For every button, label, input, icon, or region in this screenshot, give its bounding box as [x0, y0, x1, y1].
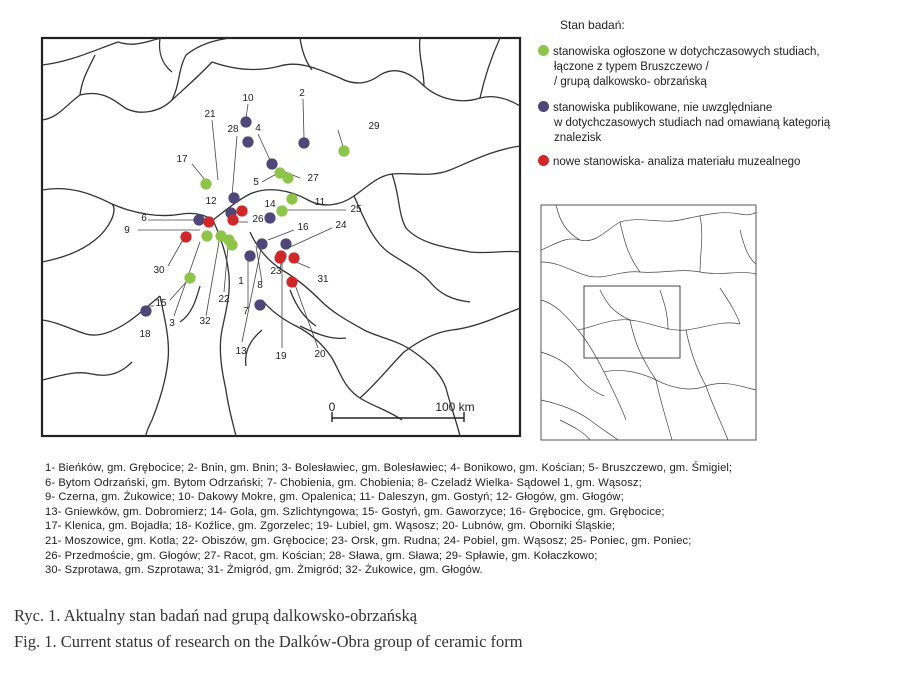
site-label-23: 23 — [270, 266, 282, 277]
legend-entry-purple — [538, 101, 830, 146]
site-dot-9 — [203, 216, 214, 227]
purple-dot-icon — [538, 101, 549, 112]
site-label-7: 7 — [243, 306, 249, 317]
legend-line: łączone z typem Bruszczewo / — [554, 61, 709, 73]
site-label-3: 3 — [169, 318, 175, 329]
site-label-9: 9 — [124, 225, 130, 236]
legend-line: stanowiska ogłoszone w dotychczasowych studiach, — [553, 46, 820, 58]
site-list-line: 13- Gniewków, gm. Dobromierz; 14- Gola, gm. Szlichtyngowa; 15- Gostyń, gm. Gaworzyce; 16- Grębocice, gm. Grębocice; — [45, 505, 665, 518]
site-list-line: 1- Bieńków, gm. Grębocice; 2- Bnin, gm. Bnin; 3- Bolesławiec, gm. Bolesławiec; 4- Bonikowo, gm. Kościan; 5- Bruszczewo, gm. Śmigiel; — [45, 462, 733, 474]
site-label-10: 10 — [242, 93, 254, 104]
inset-map-frame — [541, 205, 756, 440]
site-label-26: 26 — [252, 214, 264, 225]
scale-start-label: 0 — [328, 400, 336, 414]
caption-polish — [14, 606, 417, 626]
site-dot-26 — [227, 214, 238, 225]
site-list-line: 30- Szprotawa, gm. Szprotawa; 31- Żmigród, gm. Żmigród; 32- Żukowice, gm. Głogów. — [45, 564, 483, 577]
site-list — [45, 461, 885, 578]
caption-english-label: Fig. 1. — [14, 632, 57, 651]
main-map-rivers — [42, 38, 520, 436]
site-label-28: 28 — [227, 124, 239, 135]
legend-title: Stan badań: — [560, 18, 625, 32]
site-label-31: 31 — [317, 274, 329, 285]
legend-line: nowe stanowiska- analiza materiału muzealnego — [553, 156, 801, 168]
caption-polish-text: Aktualny stan badań nad grupą dalkowsko-obrzańską — [63, 606, 418, 625]
legend-entry-green — [538, 45, 820, 90]
site-dot-29 — [338, 145, 349, 156]
site-label-29: 29 — [368, 121, 380, 132]
site-label-6: 6 — [141, 213, 147, 224]
legend-line: w dotychczasowych studiach nad omawianą kategorią — [554, 117, 831, 129]
sites-layer — [124, 88, 380, 362]
site-label-20: 20 — [314, 349, 326, 360]
site-label-16: 16 — [297, 222, 309, 233]
site-dot-20 — [286, 276, 297, 287]
site-dot-23 — [275, 250, 286, 261]
legend-entry-red — [538, 155, 800, 170]
caption-english — [14, 632, 523, 652]
site-dot-15 — [184, 272, 195, 283]
site-dot-13 — [254, 299, 265, 310]
site-label-1: 1 — [238, 276, 244, 287]
site-dot-24 — [280, 238, 291, 249]
site-dot-3 — [201, 230, 212, 241]
site-dot-4 — [266, 158, 277, 169]
scale-end-label: 100 km — [435, 400, 475, 414]
site-dot-16 — [264, 212, 275, 223]
site-label-30: 30 — [153, 265, 165, 276]
site-label-8: 8 — [257, 280, 263, 291]
site-list-line: 21- Moszowice, gm. Kotla; 22- Obiszów, gm. Grębocice; 23- Orsk, gm. Rudna; 24- Pobiel, gm. Wąsosz; 25- Poniec, gm. Poniec; — [45, 534, 692, 547]
site-dot-30 — [180, 231, 191, 242]
caption-english-text: Current status of research on the Dalków-Obra group of ceramic form — [60, 632, 523, 651]
site-list-line: 17- Klenica, gm. Bojadła; 18- Koźlice, gm. Zgorzelec; 19- Lubiel, gm. Wąsosz; 20- Lubnów, gm. Oborniki Śląskie; — [45, 520, 616, 533]
site-list-line: 26- Przedmoście, gm. Głogów; 27- Racot, gm. Kościan; 28- Sława, gm. Sława; 29- Spławie, gm. Kołaczkowo; — [45, 549, 598, 562]
site-dot-22 — [226, 239, 237, 250]
site-label-4: 4 — [255, 123, 261, 134]
site-label-32: 32 — [199, 316, 211, 327]
site-list-line: 6- Bytom Odrzański, gm. Bytom Odrzański; 7- Chobienia, gm. Chobienia; 8- Czeladź Wielka- Sądowel 1, gm. Wąsosz; — [45, 476, 642, 489]
site-dot-11 — [286, 193, 297, 204]
legend-line: / grupą dalkowsko- obrzańską — [554, 76, 707, 88]
green-dot-icon — [538, 45, 549, 56]
site-label-27: 27 — [307, 173, 319, 184]
caption-polish-label: Ryc. 1. — [14, 606, 61, 625]
site-label-12: 12 — [205, 196, 217, 207]
site-dot-32 — [215, 230, 226, 241]
site-label-19: 19 — [275, 351, 287, 362]
site-dot-18 — [140, 305, 151, 316]
site-label-15: 15 — [155, 298, 167, 309]
site-label-14: 14 — [264, 199, 276, 210]
site-label-24: 24 — [335, 220, 347, 231]
site-dot-25 — [276, 205, 287, 216]
site-dot-10 — [240, 116, 251, 127]
legend-line: znalezisk — [554, 132, 602, 144]
site-dot-6 — [193, 214, 204, 225]
site-label-22: 22 — [218, 294, 230, 305]
site-label-25: 25 — [350, 204, 362, 215]
site-dot-7 — [244, 250, 255, 261]
site-label-17: 17 — [176, 154, 188, 165]
site-leader-lines — [138, 99, 346, 348]
site-dot-31 — [288, 252, 299, 263]
site-dot-14 — [236, 205, 247, 216]
inset-map — [541, 205, 756, 440]
red-dot-icon — [538, 155, 549, 166]
site-label-13: 13 — [235, 346, 247, 357]
site-dot-27 — [282, 172, 293, 183]
main-map-frame — [42, 38, 520, 436]
site-label-18: 18 — [139, 329, 151, 340]
site-label-11: 11 — [314, 197, 326, 208]
scale-bar — [329, 400, 475, 422]
legend-line: stanowiska publikowane, nie uwzględniane — [553, 102, 773, 114]
site-label-2: 2 — [299, 88, 305, 99]
site-dot-28 — [242, 136, 253, 147]
site-label-5: 5 — [253, 177, 259, 188]
site-dot-2 — [298, 137, 309, 148]
site-dot-8 — [256, 238, 267, 249]
site-label-21: 21 — [204, 109, 216, 120]
site-list-line: 9- Czerna, gm. Żukowice; 10- Dakowy Mokre, gm. Opalenica; 11- Daleszyn, gm. Gostyń; 12- Głogów, gm. Głogów; — [45, 491, 624, 504]
site-dot-17 — [200, 178, 211, 189]
site-dot-12 — [228, 192, 239, 203]
